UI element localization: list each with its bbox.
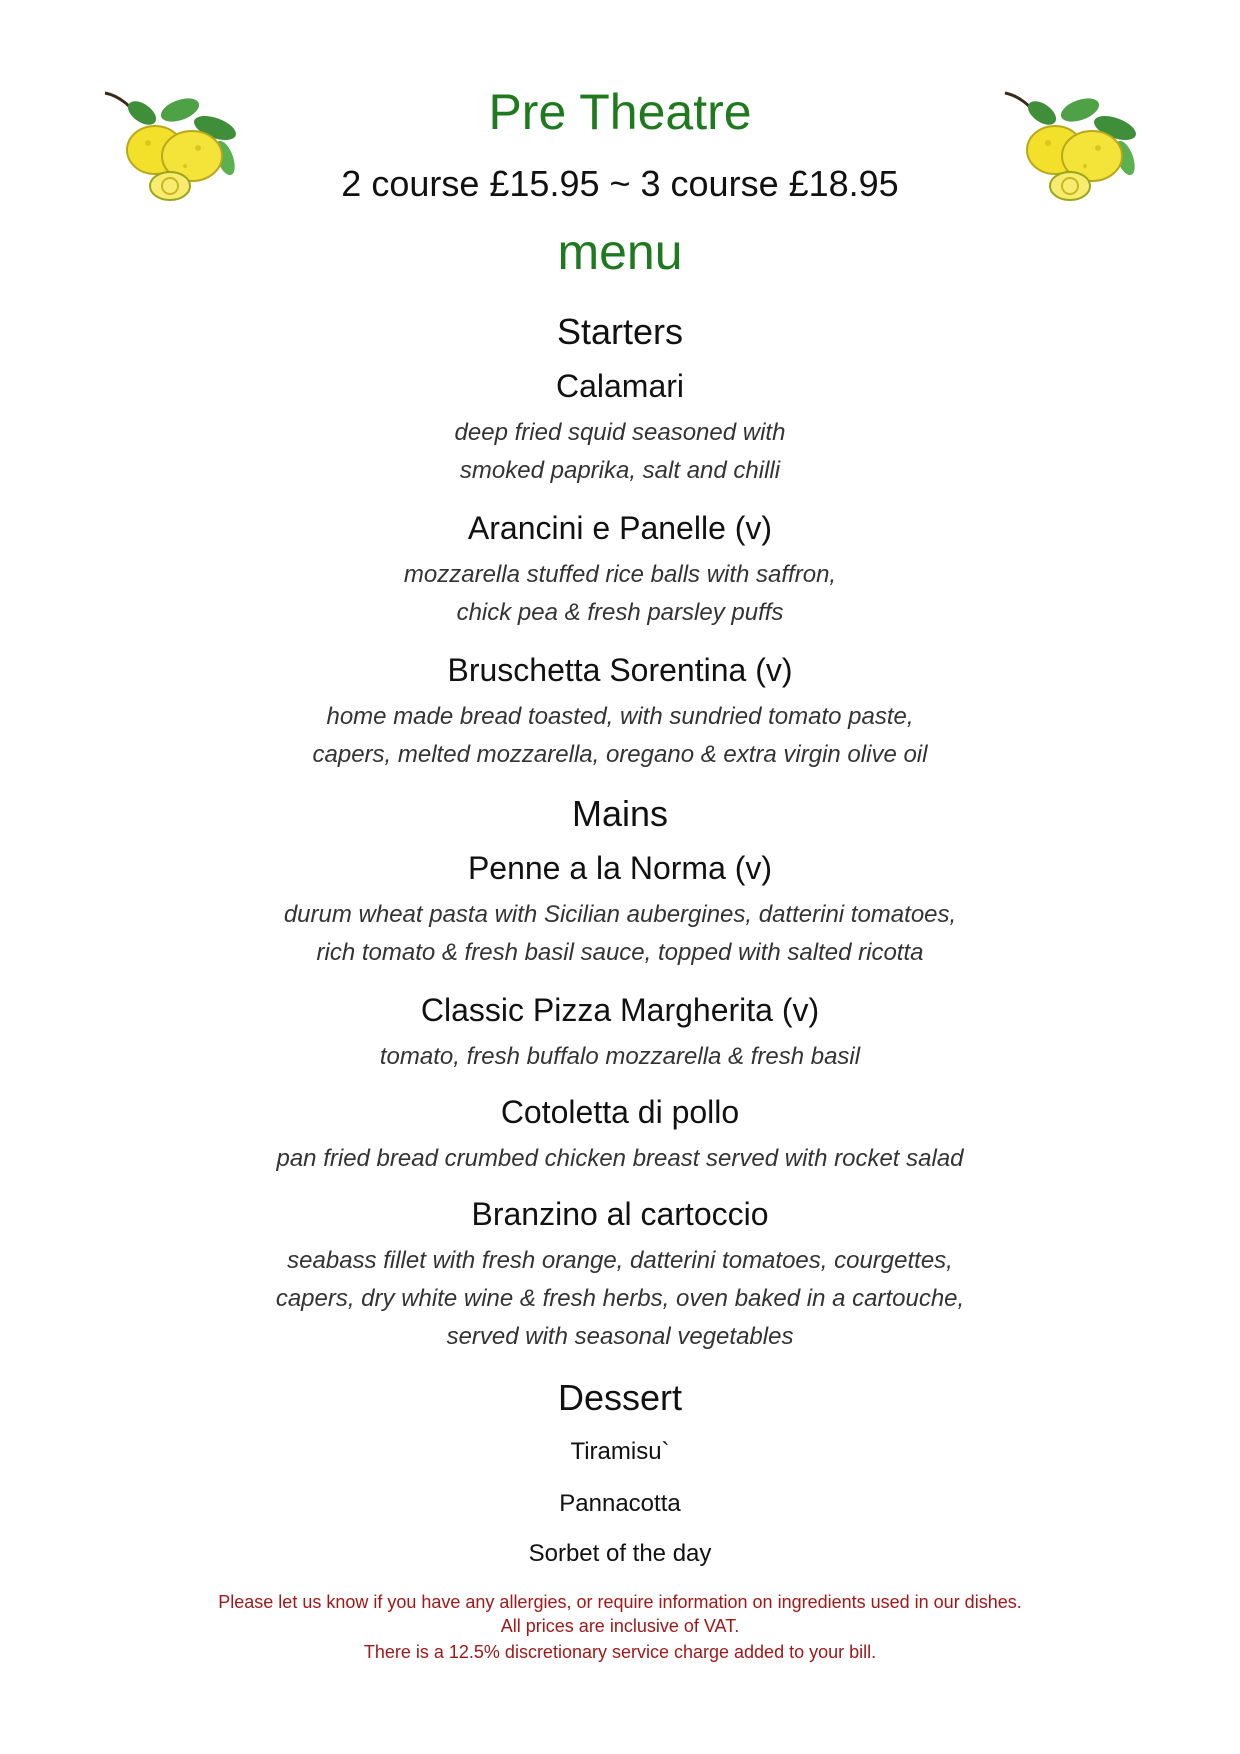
dish-description: pan fried bread crumbed chicken breast served with rocket salad bbox=[276, 1145, 964, 1172]
dish-description: smoked paprika, salt and chilli bbox=[459, 457, 781, 484]
dish-name: Bruschetta Sorentina (v) bbox=[447, 652, 793, 688]
dish-description: tomato, fresh buffalo mozzarella & fresh basil bbox=[379, 1043, 861, 1070]
dish-name: Arancini e Panelle (v) bbox=[467, 510, 773, 546]
dish-name: Classic Pizza Margherita (v) bbox=[420, 992, 820, 1028]
dish-description: capers, melted mozzarella, oregano & extra virgin olive oil bbox=[312, 741, 928, 768]
dish-description: durum wheat pasta with Sicilian aubergines, datterini tomatoes, bbox=[283, 901, 957, 928]
dish-name: Cotoletta di pollo bbox=[500, 1094, 740, 1130]
section-heading-mains: Mains bbox=[571, 793, 669, 834]
dish-description: rich tomato & fresh basil sauce, topped with salted ricotta bbox=[316, 939, 924, 966]
dish-description: deep fried squid seasoned with bbox=[454, 419, 786, 446]
dish-description: seabass fillet with fresh orange, datterini tomatoes, courgettes, bbox=[287, 1247, 953, 1274]
dessert-item: Pannacotta bbox=[559, 1490, 681, 1517]
menu-word: menu bbox=[557, 224, 683, 280]
dish-description: chick pea & fresh parsley puffs bbox=[456, 599, 784, 626]
dish-name: Calamari bbox=[555, 368, 685, 404]
service-charge-notice: There is a 12.5% discretionary service charge added to your bill. bbox=[363, 1642, 877, 1662]
menu-title: Pre Theatre bbox=[488, 84, 752, 140]
dessert-item: Sorbet of the day bbox=[528, 1540, 712, 1567]
dessert-item: Tiramisu` bbox=[570, 1438, 670, 1465]
dish-description: served with seasonal vegetables bbox=[446, 1323, 794, 1350]
dish-description: home made bread toasted, with sundried tomato paste, bbox=[326, 703, 914, 730]
dish-name: Penne a la Norma (v) bbox=[467, 850, 773, 886]
dish-description: capers, dry white wine & fresh herbs, oven baked in a cartouche, bbox=[275, 1285, 965, 1312]
section-heading-starters: Starters bbox=[556, 311, 684, 352]
dish-name: Branzino al cartoccio bbox=[471, 1196, 769, 1232]
allergy-notice: Please let us know if you have any allergies, or require information on ingredients used in our dishes. bbox=[218, 1592, 1022, 1612]
price-line: 2 course £15.95 ~ 3 course £18.95 bbox=[341, 163, 899, 204]
dish-description: mozzarella stuffed rice balls with saffron, bbox=[403, 561, 837, 588]
section-heading-dessert: Dessert bbox=[557, 1377, 683, 1418]
vat-notice: All prices are inclusive of VAT. bbox=[500, 1616, 740, 1636]
